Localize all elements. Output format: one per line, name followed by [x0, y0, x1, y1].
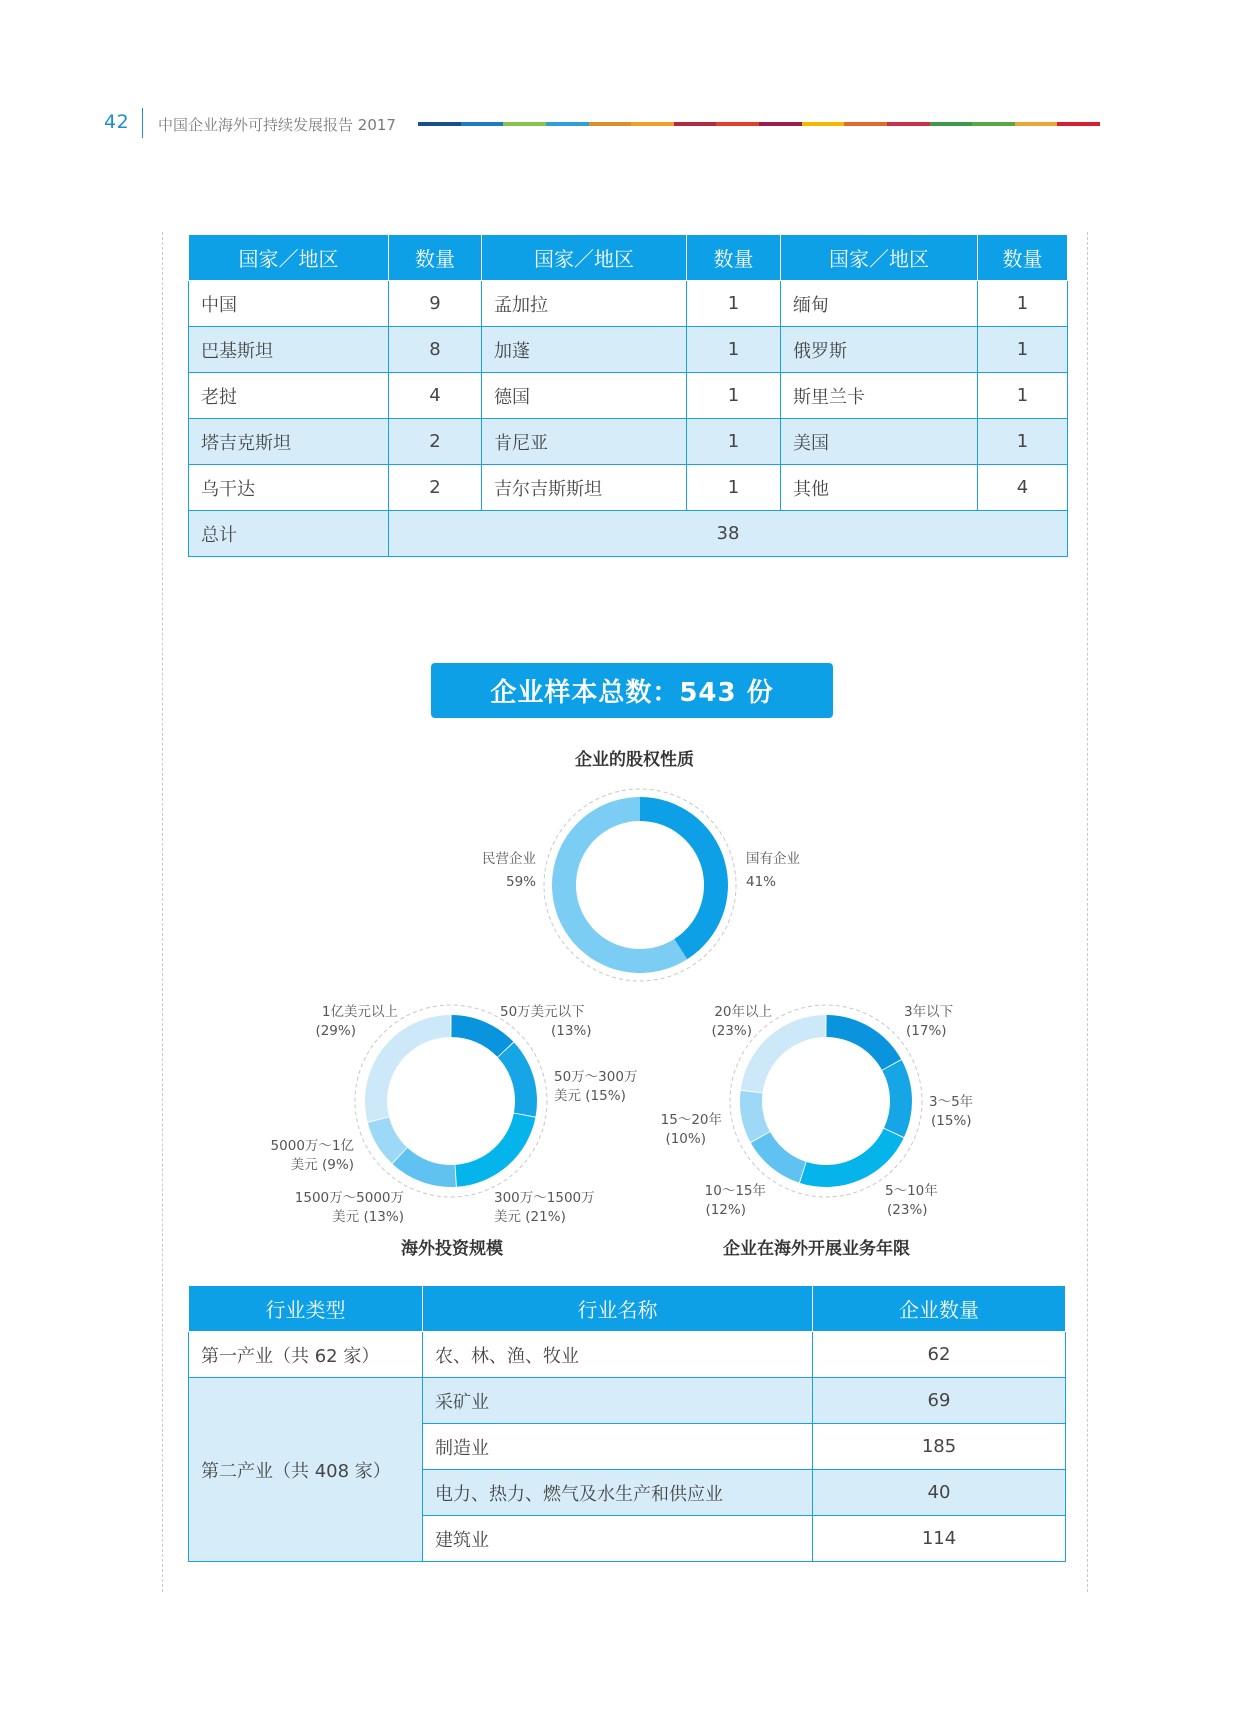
- donut-slice: [365, 1015, 451, 1122]
- table-cell: 4: [978, 465, 1068, 511]
- industry-count-cell: 62: [813, 1332, 1066, 1378]
- header-cell: 数量: [687, 235, 781, 281]
- header-divider: [142, 108, 143, 138]
- slice-label: 50万～300万: [554, 1069, 638, 1085]
- slice-pct: (17%): [906, 1023, 947, 1039]
- slice-label: 20年以上: [714, 1004, 772, 1020]
- table-cell: 1: [978, 327, 1068, 373]
- table-cell: 吉尔吉斯斯坦: [482, 465, 687, 511]
- chart-title: 企业在海外开展业务年限: [723, 1239, 910, 1259]
- color-strip-segment: [631, 122, 674, 126]
- header-cell: 国家／地区: [781, 235, 978, 281]
- slice-pct: 41%: [746, 874, 777, 890]
- color-strip-segment: [972, 122, 1015, 126]
- table-cell: 斯里兰卡: [781, 373, 978, 419]
- slice-label: 5000万～1亿: [270, 1138, 354, 1154]
- table-cell: 加蓬: [482, 327, 687, 373]
- table-cell: 2: [389, 419, 482, 465]
- color-strip-segment: [418, 122, 461, 126]
- industry-count-cell: 114: [813, 1516, 1066, 1562]
- years-donut: [726, 1001, 926, 1201]
- color-strip-segment: [674, 122, 717, 126]
- report-title: 中国企业海外可持续发展报告 2017: [158, 116, 396, 134]
- industry-count-cell: 69: [813, 1378, 1066, 1424]
- slice-label: 1亿美元以上: [321, 1004, 398, 1020]
- color-strip: [418, 122, 1100, 126]
- table-row: [189, 327, 1068, 373]
- table-cell: 4: [389, 373, 482, 419]
- industry-name-cell: 农、林、渔、牧业: [423, 1332, 813, 1378]
- color-strip-segment: [716, 122, 759, 126]
- table-cell: 乌干达: [189, 465, 389, 511]
- industry-name-cell: 建筑业: [423, 1516, 813, 1562]
- slice-label: 民营企业: [482, 851, 536, 867]
- slice-pct: (10%): [665, 1131, 706, 1147]
- country-table: [188, 234, 1068, 557]
- table-cell: 1: [978, 419, 1068, 465]
- table-cell: 老挝: [189, 373, 389, 419]
- ownership-donut: [535, 780, 745, 990]
- header-cell: 企业数量: [813, 1286, 1066, 1332]
- color-strip-segment: [887, 122, 930, 126]
- slice-label: 3～5年: [929, 1094, 974, 1110]
- header-cell: 行业名称: [423, 1286, 813, 1332]
- header-cell: 行业类型: [189, 1286, 423, 1332]
- table-cell: 1: [978, 281, 1068, 327]
- donut-slice: [455, 1113, 535, 1186]
- table-cell: 肯尼亚: [482, 419, 687, 465]
- color-strip-segment: [1057, 122, 1100, 126]
- table-cell: 俄罗斯: [781, 327, 978, 373]
- table-cell: 美国: [781, 419, 978, 465]
- table-cell: 中国: [189, 281, 389, 327]
- table-row: [189, 465, 1068, 511]
- table-row: [189, 1378, 1066, 1424]
- industry-count-cell: 185: [813, 1424, 1066, 1470]
- donut-slice: [640, 797, 728, 959]
- slice-label: 美元 (9%): [290, 1157, 354, 1173]
- donut-slice: [740, 1091, 770, 1142]
- investment-donut: [351, 1001, 551, 1201]
- slice-label: 美元 (21%): [494, 1209, 566, 1225]
- slice-label: 300万～1500万: [494, 1190, 595, 1206]
- total-value: 38: [389, 511, 1068, 557]
- industry-name-cell: 制造业: [423, 1424, 813, 1470]
- slice-pct: 59%: [505, 874, 536, 890]
- industry-name-cell: 电力、热力、燃气及水生产和供应业: [423, 1470, 813, 1516]
- donut-slice: [882, 1060, 912, 1137]
- slice-label: 50万美元以下: [500, 1004, 585, 1020]
- color-strip-segment: [844, 122, 887, 126]
- slice-label: 5～10年: [885, 1183, 938, 1199]
- slice-pct: (29%): [315, 1023, 356, 1039]
- table-row: [189, 1332, 1066, 1378]
- header-cell: 数量: [389, 235, 482, 281]
- industry-table: [188, 1285, 1066, 1562]
- industry-type-cell: 第一产业（共 62 家）: [189, 1332, 423, 1378]
- slice-label: 美元 (13%): [332, 1209, 404, 1225]
- donut-slice: [393, 1148, 456, 1187]
- slice-label: 3年以下: [904, 1004, 954, 1020]
- color-strip-segment: [759, 122, 802, 126]
- color-strip-segment: [461, 122, 504, 126]
- slice-pct: (15%): [931, 1113, 972, 1129]
- header-cell: 国家／地区: [482, 235, 687, 281]
- industry-count-cell: 40: [813, 1470, 1066, 1516]
- slice-pct: (23%): [887, 1202, 928, 1218]
- chart-title: 海外投资规模: [401, 1239, 503, 1259]
- table-cell: 1: [687, 419, 781, 465]
- color-strip-segment: [1015, 122, 1058, 126]
- table-cell: 1: [687, 327, 781, 373]
- table-cell: 1: [687, 373, 781, 419]
- table-cell: 1: [978, 373, 1068, 419]
- table-header-row: [189, 235, 1068, 281]
- chart-title: 企业的股权性质: [575, 750, 694, 770]
- color-strip-segment: [546, 122, 589, 126]
- color-strip-segment: [503, 122, 546, 126]
- color-strip-segment: [930, 122, 973, 126]
- table-cell: 8: [389, 327, 482, 373]
- page-number: 42: [104, 111, 130, 133]
- slice-pct: (12%): [705, 1202, 746, 1218]
- donut-slice: [751, 1132, 806, 1182]
- donut-slice: [800, 1129, 904, 1187]
- industry-name-cell: 采矿业: [423, 1378, 813, 1424]
- slice-label: 10～15年: [704, 1183, 766, 1199]
- table-total-row: [189, 511, 1068, 557]
- table-cell: 缅甸: [781, 281, 978, 327]
- right-dashed-guide: [1087, 232, 1088, 1592]
- table-cell: 1: [687, 281, 781, 327]
- table-cell: 德国: [482, 373, 687, 419]
- industry-type-cell: 第二产业（共 408 家）: [189, 1378, 423, 1562]
- donut-slice: [826, 1015, 901, 1070]
- table-row: [189, 419, 1068, 465]
- table-header-row: [189, 1286, 1066, 1332]
- color-strip-segment: [802, 122, 845, 126]
- table-cell: 2: [389, 465, 482, 511]
- slice-label: 15～20年: [660, 1112, 722, 1128]
- color-strip-segment: [589, 122, 632, 126]
- table-cell: 孟加拉: [482, 281, 687, 327]
- table-cell: 9: [389, 281, 482, 327]
- slice-pct: (23%): [711, 1023, 752, 1039]
- slice-label: 国有企业: [746, 851, 800, 867]
- table-cell: 巴基斯坦: [189, 327, 389, 373]
- table-cell: 其他: [781, 465, 978, 511]
- table-cell: 1: [687, 465, 781, 511]
- slice-pct: (13%): [551, 1023, 592, 1039]
- header-cell: 国家／地区: [189, 235, 389, 281]
- header-cell: 数量: [978, 235, 1068, 281]
- total-label: 总计: [189, 511, 389, 557]
- left-dashed-guide: [162, 232, 163, 1592]
- table-cell: 塔吉克斯坦: [189, 419, 389, 465]
- donut-slice: [498, 1043, 537, 1117]
- donut-slice: [741, 1015, 826, 1093]
- table-row: [189, 373, 1068, 419]
- table-row: [189, 281, 1068, 327]
- slice-label: 1500万～5000万: [294, 1190, 404, 1206]
- sample-total-banner: 企业样本总数：543 份: [431, 663, 833, 718]
- slice-label: 美元 (15%): [554, 1088, 626, 1104]
